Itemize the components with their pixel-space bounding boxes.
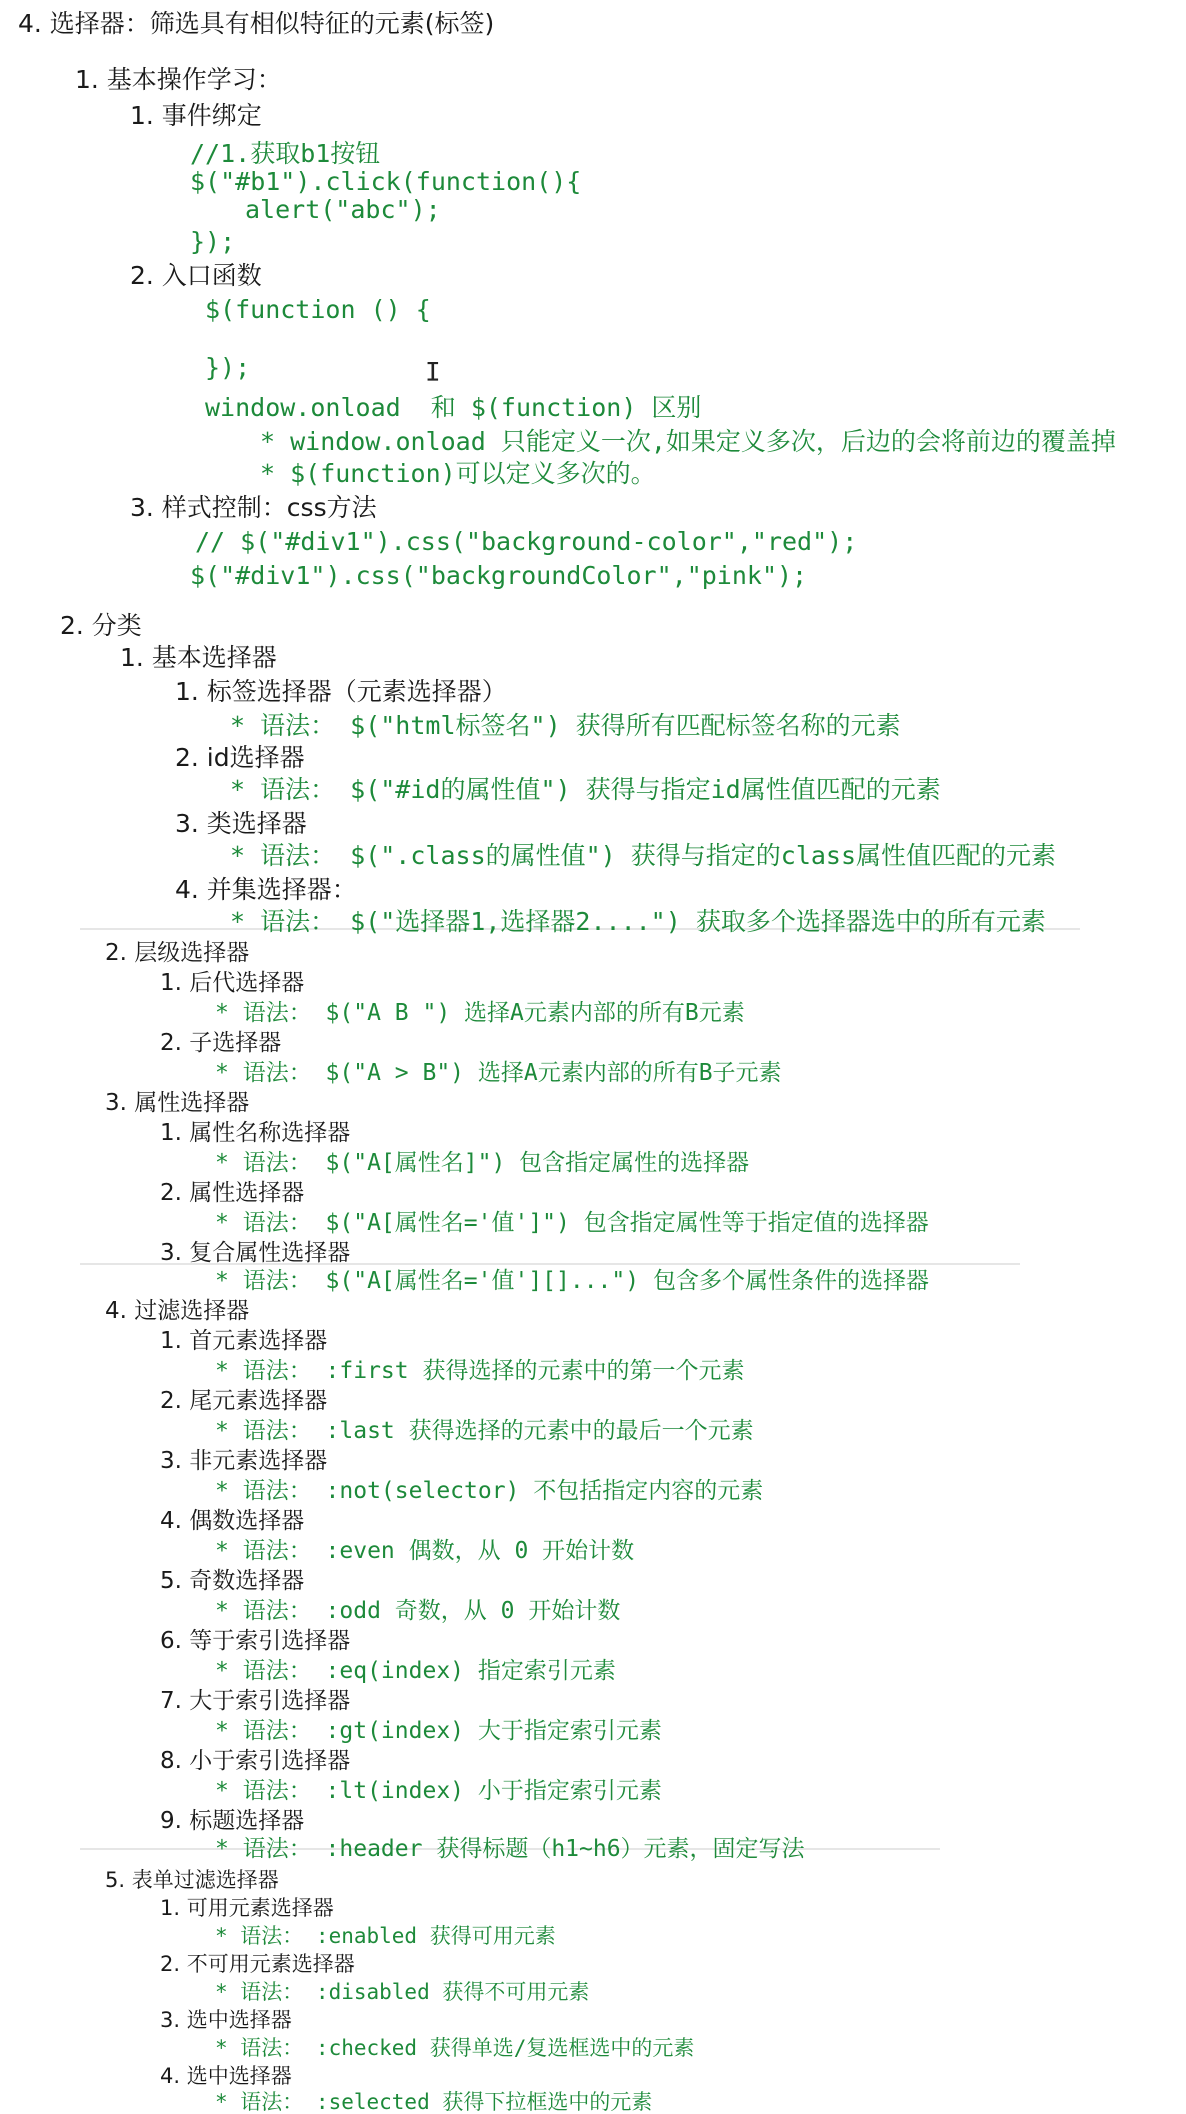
outline-heading: 3. 非元素选择器 bbox=[160, 1448, 328, 1474]
code-line: $("#div1").css("backgroundColor","pink"); bbox=[190, 561, 808, 590]
outline-heading: 2. 尾元素选择器 bbox=[160, 1388, 328, 1414]
outline-heading: 6. 等于索引选择器 bbox=[160, 1628, 351, 1654]
outline-heading: 2. id选择器 bbox=[175, 743, 305, 772]
outline-heading: 5. 奇数选择器 bbox=[160, 1568, 305, 1594]
outline-heading: 1. 首元素选择器 bbox=[160, 1328, 328, 1354]
code-line: * 语法： :even 偶数，从 0 开始计数 bbox=[215, 1538, 635, 1564]
outline-heading: 9. 标题选择器 bbox=[160, 1808, 305, 1834]
code-line: * 语法： :header 获得标题（h1~h6）元素，固定写法 bbox=[215, 1836, 805, 1862]
outline-heading: 5. 表单过滤选择器 bbox=[105, 1868, 279, 1892]
code-line: * window.onload 只能定义一次,如果定义多次，后边的会将前边的覆盖掉 bbox=[260, 427, 1116, 456]
outline-heading: 4. 并集选择器： bbox=[175, 875, 357, 904]
code-line: //1.获取b1按钮 bbox=[190, 139, 381, 168]
code-line: * 语法： $(".class的属性值") 获得与指定的class属性值匹配的元素 bbox=[230, 841, 1057, 870]
outline-heading: 2. 属性选择器 bbox=[160, 1180, 305, 1206]
outline-heading: 4. 过滤选择器 bbox=[105, 1298, 250, 1324]
code-line: * 语法： $("#id的属性值") 获得与指定id属性值匹配的元素 bbox=[230, 775, 941, 804]
outline-heading: 1. 属性名称选择器 bbox=[160, 1120, 351, 1146]
text-cursor-icon: Ι bbox=[425, 358, 441, 388]
code-line: * 语法： $("A[属性名='值']") 包含指定属性等于指定值的选择器 bbox=[215, 1210, 929, 1236]
outline-heading: 1. 标签选择器（元素选择器） bbox=[175, 677, 507, 706]
code-line: * 语法： $("A[属性名='值'][]...") 包含多个属性条件的选择器 bbox=[215, 1268, 929, 1294]
code-line: alert("abc"); bbox=[245, 195, 441, 224]
outline-heading: 2. 分类 bbox=[60, 611, 142, 640]
outline-heading: 1. 可用元素选择器 bbox=[160, 1896, 334, 1920]
code-line: * 语法： :last 获得选择的元素中的最后一个元素 bbox=[215, 1418, 754, 1444]
code-line: * 语法： $("A[属性名]") 包含指定属性的选择器 bbox=[215, 1150, 750, 1176]
code-line: window.onload 和 $(function) 区别 bbox=[205, 393, 702, 422]
code-line: }); bbox=[205, 353, 251, 382]
code-line: * $(function)可以定义多次的。 bbox=[260, 459, 656, 488]
outline-heading: 1. 后代选择器 bbox=[160, 970, 305, 996]
code-line: * 语法： :checked 获得单选/复选框选中的元素 bbox=[215, 2036, 695, 2060]
code-line: }); bbox=[190, 227, 236, 256]
outline-heading: 1. 基本选择器 bbox=[120, 643, 277, 672]
code-line: * 语法： :lt(index) 小于指定索引元素 bbox=[215, 1778, 662, 1804]
code-line: * 语法： :selected 获得下拉框选中的元素 bbox=[215, 2090, 653, 2114]
code-line: * 语法： :first 获得选择的元素中的第一个元素 bbox=[215, 1358, 745, 1384]
code-line: // $("#div1").css("background-color","red"); bbox=[195, 527, 858, 556]
outline-heading: 3. 样式控制：css方法 bbox=[130, 493, 377, 522]
outline-heading: 2. 入口函数 bbox=[130, 261, 262, 290]
code-line: * 语法： :gt(index) 大于指定索引元素 bbox=[215, 1718, 662, 1744]
outline-heading: 3. 选中选择器 bbox=[160, 2008, 292, 2032]
outline-heading: 2. 层级选择器 bbox=[105, 940, 250, 966]
outline-heading: 4. 偶数选择器 bbox=[160, 1508, 305, 1534]
outline-heading: 4. 选择器：筛选具有相似特征的元素(标签) bbox=[18, 9, 495, 38]
outline-heading: 1. 事件绑定 bbox=[130, 101, 262, 130]
code-line: $(function () { bbox=[205, 295, 431, 324]
code-line: * 语法： $("html标签名") 获得所有匹配标签名称的元素 bbox=[230, 711, 901, 740]
outline-heading: 1. 基本操作学习： bbox=[75, 65, 282, 94]
outline-heading: 2. 子选择器 bbox=[160, 1030, 282, 1056]
outline-heading: 3. 类选择器 bbox=[175, 809, 307, 838]
code-line: * 语法： $("A B ") 选择A元素内部的所有B元素 bbox=[215, 1000, 745, 1026]
code-line: * 语法： $("A > B") 选择A元素内部的所有B子元素 bbox=[215, 1060, 782, 1086]
outline-heading: 3. 属性选择器 bbox=[105, 1090, 250, 1116]
code-line: $("#b1").click(function(){ bbox=[190, 167, 582, 196]
code-line: * 语法： :enabled 获得可用元素 bbox=[215, 1924, 556, 1948]
outline-heading: 7. 大于索引选择器 bbox=[160, 1688, 351, 1714]
outline-heading: 8. 小于索引选择器 bbox=[160, 1748, 351, 1774]
code-line: * 语法： :not(selector) 不包括指定内容的元素 bbox=[215, 1478, 764, 1504]
outline-heading: 3. 复合属性选择器 bbox=[160, 1240, 351, 1266]
code-line: * 语法： :disabled 获得不可用元素 bbox=[215, 1980, 590, 2004]
code-line: * 语法： $("选择器1,选择器2....") 获取多个选择器选中的所有元素 bbox=[230, 907, 1046, 936]
code-line: * 语法： :odd 奇数，从 0 开始计数 bbox=[215, 1598, 621, 1624]
outline-heading: 2. 不可用元素选择器 bbox=[160, 1952, 355, 1976]
code-line: * 语法： :eq(index) 指定索引元素 bbox=[215, 1658, 616, 1684]
outline-heading: 4. 选中选择器 bbox=[160, 2064, 292, 2088]
